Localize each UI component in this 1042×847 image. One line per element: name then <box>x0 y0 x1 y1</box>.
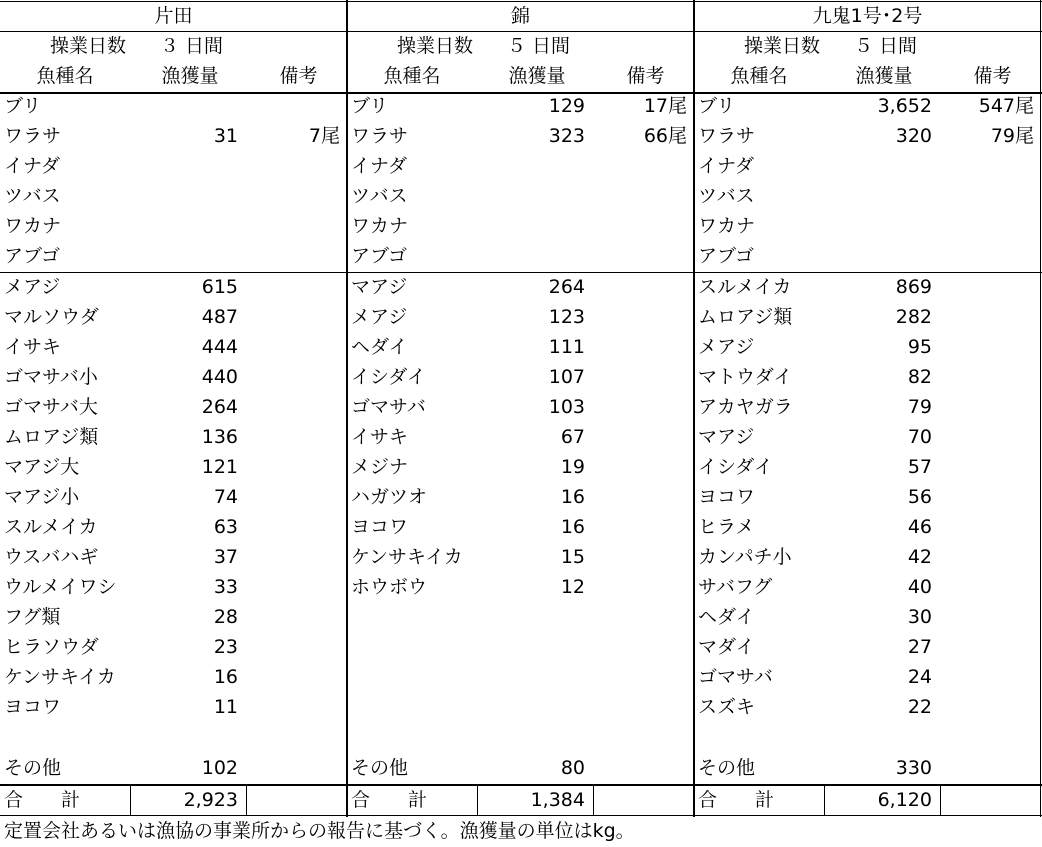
remark-value <box>250 241 340 271</box>
remark-value <box>597 241 687 271</box>
catch-value: 74 <box>213 486 238 508</box>
site-name: 錦 <box>510 5 530 27</box>
column-header-rule <box>0 92 1042 94</box>
species-name: ヨコワ <box>4 696 62 718</box>
catch-value <box>477 211 585 241</box>
species-name: ブリ <box>4 95 42 117</box>
catch-value: 129 <box>548 95 585 117</box>
species-name: ツバス <box>698 185 755 207</box>
species-name: イナダ <box>4 155 61 177</box>
species-name: ハガツオ <box>351 486 428 508</box>
remark-value <box>597 181 687 211</box>
remark-value: 66尾 <box>643 125 687 147</box>
catch-value: 46 <box>907 516 932 538</box>
catch-value: 30 <box>907 606 932 628</box>
species-name: ゴマサバ <box>698 666 773 688</box>
catch-value: 282 <box>895 306 932 328</box>
remark-value <box>944 241 1034 271</box>
site-panel <box>347 0 694 817</box>
catch-value: 320 <box>895 125 932 147</box>
catch-value <box>824 181 932 211</box>
total-row-top-rule <box>0 784 1042 786</box>
remarks-header: 備考 <box>279 65 318 87</box>
species-name: マトウダイ <box>698 366 793 388</box>
species-header: 魚種名 <box>36 65 94 87</box>
species-name: イサキ <box>4 336 62 358</box>
catch-value: 82 <box>907 366 932 388</box>
species-name: ケンサキイカ <box>4 666 116 688</box>
species-name: ヘダイ <box>698 606 755 628</box>
remark-value: 7尾 <box>308 125 340 147</box>
species-name: ムロアジ類 <box>698 306 793 328</box>
species-name: マアジ大 <box>4 456 80 478</box>
catch-value: 440 <box>201 366 238 388</box>
species-name: ワカナ <box>4 215 62 237</box>
catch-value: 67 <box>560 426 585 448</box>
catch-value <box>130 211 238 241</box>
catch-header: 漁獲量 <box>508 65 566 87</box>
catch-value: 136 <box>201 426 238 448</box>
catch-value <box>477 151 585 181</box>
top-border <box>0 1 1042 2</box>
effort-days: ５ 日間 <box>854 35 918 57</box>
species-name: アブゴ <box>4 245 61 267</box>
species-name: ツバス <box>351 185 408 207</box>
species-name: スルメイカ <box>698 276 792 298</box>
catch-value: 22 <box>907 696 932 718</box>
remark-value: 79尾 <box>990 125 1034 147</box>
species-name: ヒラソウダ <box>4 636 99 658</box>
effort-label: 操業日数 <box>50 35 127 57</box>
catch-value: 56 <box>907 486 932 508</box>
remark-value <box>250 151 340 181</box>
species-name: ヒラメ <box>698 516 755 538</box>
catch-value: 27 <box>907 636 932 658</box>
effort-label: 操業日数 <box>397 35 474 57</box>
footer-note: 定置会社あるいは漁協の事業所からの報告に基づく。漁獲量の単位はkg。 <box>4 820 635 842</box>
species-name: アカヤガラ <box>698 396 793 418</box>
catch-value: 323 <box>548 125 585 147</box>
species-name: ウルメイワシ <box>4 576 117 598</box>
species-name: イシダイ <box>698 456 773 478</box>
effort-label: 操業日数 <box>744 35 821 57</box>
site-name: 片田 <box>154 5 193 27</box>
species-name: イナダ <box>351 155 408 177</box>
species-name: ワカナ <box>698 215 756 237</box>
remark-value <box>597 151 687 181</box>
catch-value: 487 <box>201 306 238 328</box>
catch-value: 123 <box>548 306 585 328</box>
catch-value: 40 <box>907 576 932 598</box>
catch-value: 16 <box>560 516 585 538</box>
catch-value: 12 <box>560 576 585 598</box>
species-name: ヨコワ <box>698 486 756 508</box>
catch-value: 28 <box>213 606 238 628</box>
catch-value <box>130 181 238 211</box>
site-header-rule <box>0 31 1042 32</box>
catch-value <box>477 181 585 211</box>
species-name: ウスバハギ <box>4 546 99 568</box>
total-label: 合 計 <box>698 789 775 811</box>
catch-value <box>130 151 238 181</box>
remark-value: 17尾 <box>643 95 687 117</box>
species-name: ツバス <box>4 185 61 207</box>
remark-value <box>250 211 340 241</box>
catch-value: 615 <box>201 276 238 298</box>
catch-value: 57 <box>907 456 932 478</box>
remark-value: 547尾 <box>978 95 1034 117</box>
species-name: ワカナ <box>351 215 409 237</box>
species-name: イナダ <box>698 155 755 177</box>
catch-value <box>824 151 932 181</box>
catch-value: 37 <box>213 546 238 568</box>
yellowtail-group-rule <box>0 272 1042 273</box>
catch-value: 19 <box>560 456 585 478</box>
catch-value: 121 <box>201 456 238 478</box>
catch-header: 漁獲量 <box>161 65 219 87</box>
species-name: カンパチ小 <box>698 546 792 568</box>
catch-value: 264 <box>548 276 585 298</box>
species-name: マアジ <box>698 426 755 448</box>
catch-value: 42 <box>907 546 932 568</box>
catch-value <box>824 211 932 241</box>
species-name: メアジ <box>4 276 61 298</box>
site-panel <box>0 0 347 817</box>
catch-value: 11 <box>213 696 238 718</box>
species-name: マルソウダ <box>4 306 99 328</box>
panel-divider-2 <box>693 0 695 817</box>
total-value: 6,120 <box>877 789 932 811</box>
species-name: メアジ <box>698 336 755 358</box>
species-name: ワラサ <box>351 125 409 147</box>
species-name: ホウボウ <box>351 576 428 598</box>
catch-value: 264 <box>201 396 238 418</box>
species-name: マアジ小 <box>4 486 80 508</box>
catch-value: 111 <box>548 336 585 358</box>
species-name: ケンサキイカ <box>351 546 463 568</box>
total-cell-divider <box>593 785 594 816</box>
site-panel <box>694 0 1041 817</box>
other-species-label: その他 <box>351 757 409 779</box>
remarks-header: 備考 <box>626 65 665 87</box>
total-cell-divider <box>824 785 825 816</box>
species-name: ゴマサバ小 <box>4 366 98 388</box>
catch-value: 869 <box>895 276 932 298</box>
catch-value: 107 <box>548 366 585 388</box>
panel-divider-1 <box>346 0 348 817</box>
total-value: 2,923 <box>183 789 238 811</box>
catch-value: 23 <box>213 636 238 658</box>
catch-value: 444 <box>201 336 238 358</box>
total-label: 合 計 <box>4 789 81 811</box>
catch-value: 79 <box>907 396 932 418</box>
total-cell-divider <box>477 785 478 816</box>
catch-value <box>477 241 585 271</box>
catch-value: 31 <box>213 125 238 147</box>
species-name: メアジ <box>351 306 408 328</box>
catch-value <box>130 241 238 271</box>
catch-value: 95 <box>907 336 932 358</box>
species-name: スルメイカ <box>4 516 98 538</box>
species-name: ブリ <box>351 95 389 117</box>
species-name: アブゴ <box>698 245 755 267</box>
catch-value: 103 <box>548 396 585 418</box>
total-cell-divider <box>246 785 247 816</box>
other-species-label: その他 <box>698 757 756 779</box>
species-name: アブゴ <box>351 245 408 267</box>
catch-value: 63 <box>213 516 238 538</box>
other-catch-value: 102 <box>201 757 238 779</box>
catch-value: 24 <box>907 666 932 688</box>
remark-value <box>944 151 1034 181</box>
effort-days: ３ 日間 <box>160 35 224 57</box>
total-cell-divider <box>940 785 941 816</box>
catch-value: 15 <box>560 546 585 568</box>
catch-value <box>130 91 238 121</box>
site-name: 九鬼1号･2号 <box>812 5 923 27</box>
total-cell-divider <box>130 785 131 816</box>
species-name: メジナ <box>351 456 409 478</box>
species-name: ヨコワ <box>351 516 409 538</box>
catch-value: 33 <box>213 576 238 598</box>
catch-value: 16 <box>213 666 238 688</box>
catch-value: 3,652 <box>877 95 932 117</box>
species-name: マアジ <box>351 276 408 298</box>
species-name: ワラサ <box>698 125 756 147</box>
right-border <box>1040 0 1041 817</box>
catch-value: 70 <box>907 426 932 448</box>
species-name: ブリ <box>698 95 736 117</box>
species-name: マダイ <box>698 636 755 658</box>
species-name: ゴマサバ <box>351 396 426 418</box>
species-name: ヘダイ <box>351 336 408 358</box>
species-name: ワラサ <box>4 125 62 147</box>
species-header: 魚種名 <box>383 65 441 87</box>
species-name: フグ類 <box>4 606 61 628</box>
remark-value <box>597 211 687 241</box>
species-name: サバフグ <box>698 576 773 598</box>
species-name: スズキ <box>698 696 756 718</box>
catch-header: 漁獲量 <box>855 65 913 87</box>
species-header: 魚種名 <box>730 65 788 87</box>
other-species-label: その他 <box>4 757 62 779</box>
catch-value: 16 <box>560 486 585 508</box>
species-name: イシダイ <box>351 366 426 388</box>
species-name: ムロアジ類 <box>4 426 99 448</box>
catch-value <box>824 241 932 271</box>
species-name: イサキ <box>351 426 409 448</box>
remark-value <box>250 181 340 211</box>
remark-value <box>944 211 1034 241</box>
remark-value <box>944 181 1034 211</box>
remark-value <box>250 91 340 121</box>
other-catch-value: 80 <box>560 757 585 779</box>
total-label: 合 計 <box>351 789 428 811</box>
total-value: 1,384 <box>530 789 585 811</box>
effort-days: ５ 日間 <box>507 35 571 57</box>
other-catch-value: 330 <box>895 757 932 779</box>
species-name: ゴマサバ大 <box>4 396 98 418</box>
remarks-header: 備考 <box>973 65 1012 87</box>
